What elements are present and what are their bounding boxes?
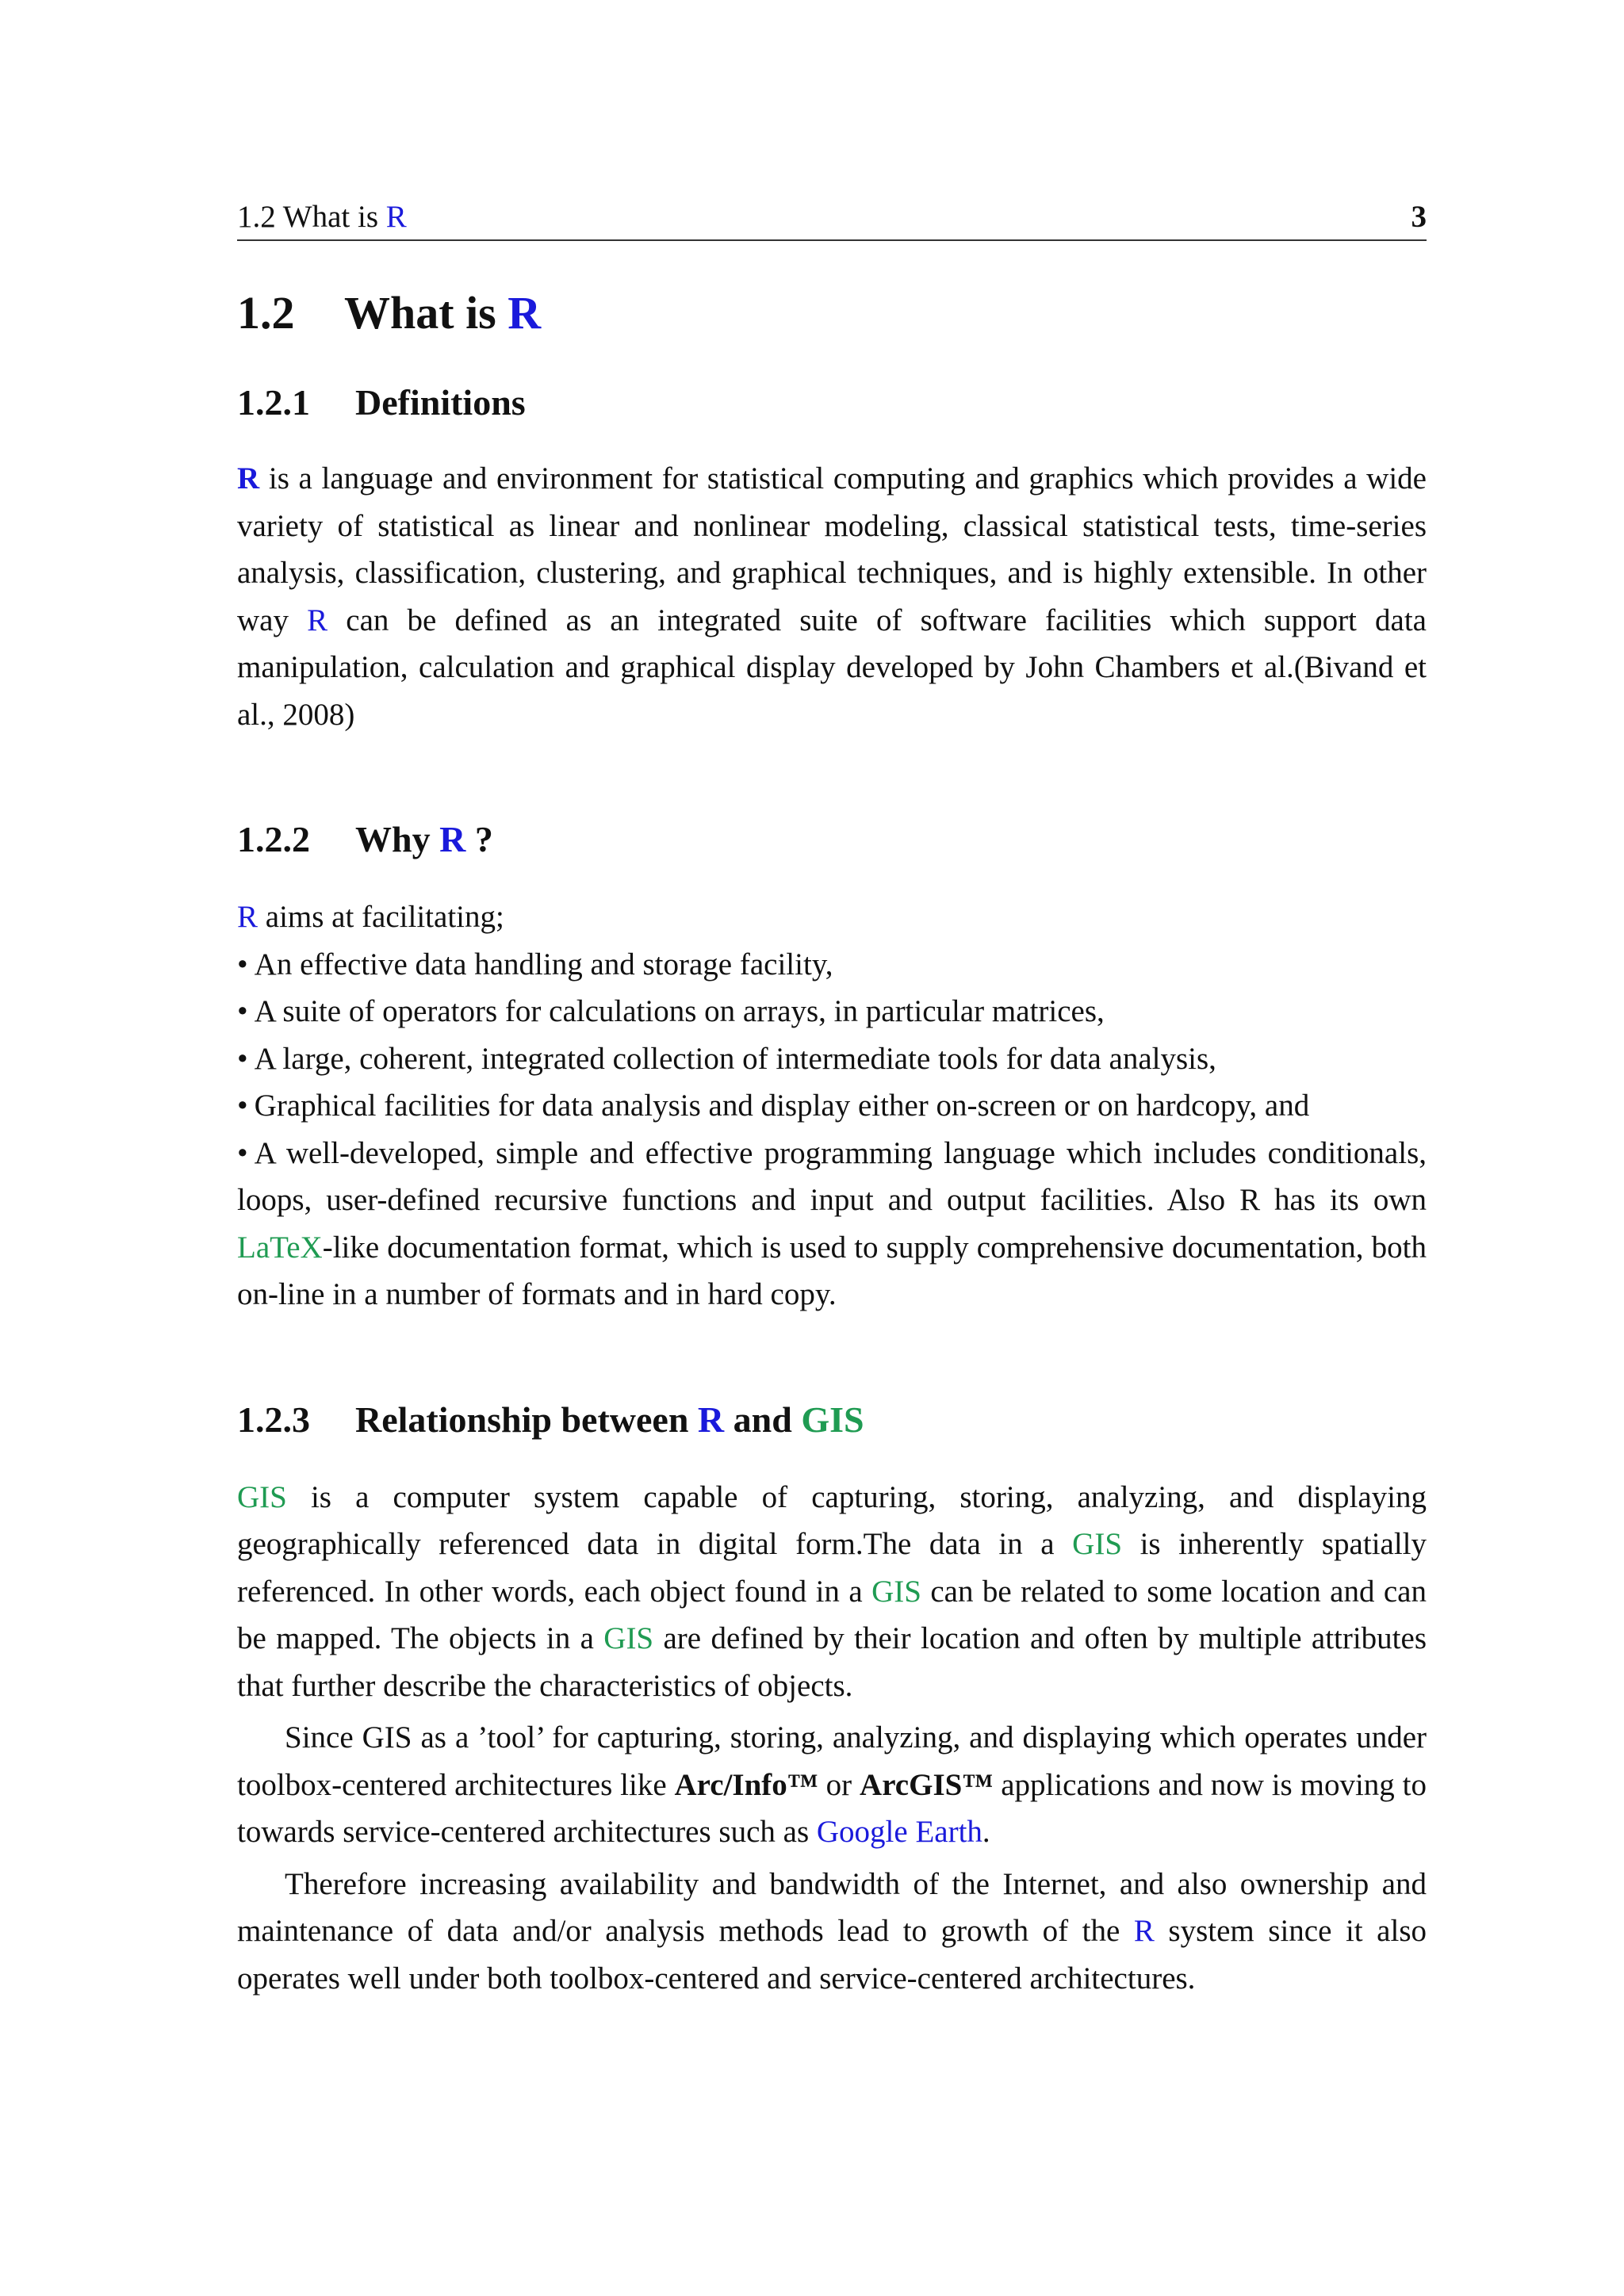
r-link[interactable]: R (237, 900, 259, 934)
paragraph-text: or (818, 1767, 860, 1802)
paragraph-text: Therefore increasing availability and bandwidth of the Internet, and also ownership and maintenance of data and/or analysis methods lead to growth of the (237, 1866, 1427, 1948)
paragraph-text: are defined by their location and often by multiple attributes that further describe the characteristics of objects. (237, 1621, 1427, 1703)
section-heading (237, 281, 1427, 345)
gis-paragraph (237, 1474, 1427, 1710)
r-link[interactable]: R (508, 287, 542, 339)
running-head-text: 1.2 What is (237, 200, 379, 234)
list-item (237, 988, 1427, 1035)
arcgis-term: ArcGIS™ (860, 1767, 994, 1802)
bullet-icon: • (237, 1135, 248, 1170)
intro-text: aims at facilitating; (258, 900, 504, 934)
subsection-number: 1.2.3 (237, 1399, 310, 1440)
list-item-text: An effective data handling and storage facility, (254, 947, 833, 982)
gis-link[interactable]: GIS (603, 1621, 654, 1655)
r-link[interactable]: R (307, 603, 328, 637)
list-item-text: A large, coherent, integrated collection of intermediate tools for data analysis, (254, 1041, 1216, 1076)
subsection-number: 1.2.1 (237, 382, 310, 423)
gis-link[interactable]: GIS (801, 1399, 864, 1440)
gis-link[interactable]: GIS (1072, 1527, 1123, 1561)
r-link[interactable]: R (697, 1399, 725, 1440)
subsection-title: Definitions (355, 382, 526, 423)
section-title: What is (344, 287, 496, 339)
why-r-intro (237, 894, 1427, 941)
internet-paragraph (237, 1861, 1427, 2003)
paragraph-text: is a computer system capable of capturing, storing, analyzing, and displaying geographically referenced data in digital form.The data in a (237, 1479, 1427, 1561)
paragraph-text: . (982, 1815, 990, 1849)
r-link[interactable]: R (237, 461, 260, 496)
arcinfo-term: Arc/Info™ (674, 1767, 818, 1802)
section-number: 1.2 (237, 287, 295, 339)
main-content (237, 281, 1427, 2002)
bullet-icon: • (237, 1089, 248, 1123)
why-r-list (237, 941, 1427, 1318)
list-item (237, 941, 1427, 989)
subsection-title-and: and (733, 1399, 792, 1440)
definitions-paragraph (237, 455, 1427, 738)
bullet-icon: • (237, 947, 248, 982)
list-item-text: Graphical facilities for data analysis and display either on-screen or on hardcopy, and (254, 1089, 1310, 1123)
r-link[interactable]: R (439, 819, 466, 859)
paragraph-text: applications and now is moving to towards service-centered architectures such as (237, 1767, 1427, 1849)
subsection-heading-definitions (237, 379, 1427, 427)
running-head (237, 197, 1427, 241)
bullet-icon: • (237, 994, 248, 1028)
list-item-text: A well-developed, simple and effective programming language which includes conditionals, loops, user-defined recursive functions and input and output facilities. Also R has its own (237, 1135, 1427, 1217)
paragraph-text: system since it also operates well under both toolbox-centered and service-centered architectures. (237, 1914, 1427, 1996)
running-head-title (237, 197, 407, 238)
gis-link[interactable]: GIS (237, 1479, 287, 1514)
subsection-heading-why-r (237, 816, 1427, 863)
paragraph-text: Since GIS as a ’tool’ for capturing, storing, analyzing, and displaying which operates under toolbox-centered architectures like (237, 1720, 1427, 1802)
subsection-number: 1.2.2 (237, 819, 310, 859)
bullet-icon: • (237, 1041, 248, 1076)
list-item-text: A suite of operators for calculations on arrays, in particular matrices, (254, 994, 1105, 1028)
page-number: 3 (1411, 200, 1427, 234)
paragraph-text: is inherently spatially referenced. In other words, each object found in a (237, 1527, 1427, 1609)
r-link[interactable]: R (385, 200, 407, 234)
r-link[interactable]: R (1133, 1914, 1155, 1948)
list-item (237, 1035, 1427, 1083)
gis-link[interactable]: GIS (871, 1574, 921, 1609)
google-earth-link[interactable]: Google Earth (816, 1815, 982, 1849)
list-item-text: -like documentation format, which is used to supply comprehensive documentation, both on-line in a number of formats and in hard copy. (237, 1230, 1427, 1311)
paragraph-text: is a language and environment for statistical computing and graphics which provides a wide variety of statistical as linear and nonlinear modeling, classical statistical tests, time-series analysis, classification, clustering, and graphical techniques, and is highly extensible. In other way (237, 461, 1427, 637)
subsection-heading-relationship (237, 1396, 1427, 1444)
list-item (237, 1082, 1427, 1130)
subsection-title-suffix: ? (474, 819, 493, 859)
list-item (237, 1130, 1427, 1318)
latex-link[interactable]: LaTeX (237, 1230, 323, 1265)
paragraph-text: can be related to some location and can be mapped. The objects in a (237, 1574, 1427, 1655)
tool-paragraph (237, 1714, 1427, 1856)
subsection-title: Why (355, 819, 431, 859)
subsection-title: Relationship between (355, 1399, 689, 1440)
paragraph-text: can be defined as an integrated suite of software facilities which support data manipulation, calculation and graphical display developed by John Chambers et al.(Bivand et al., 2008) (237, 603, 1427, 732)
